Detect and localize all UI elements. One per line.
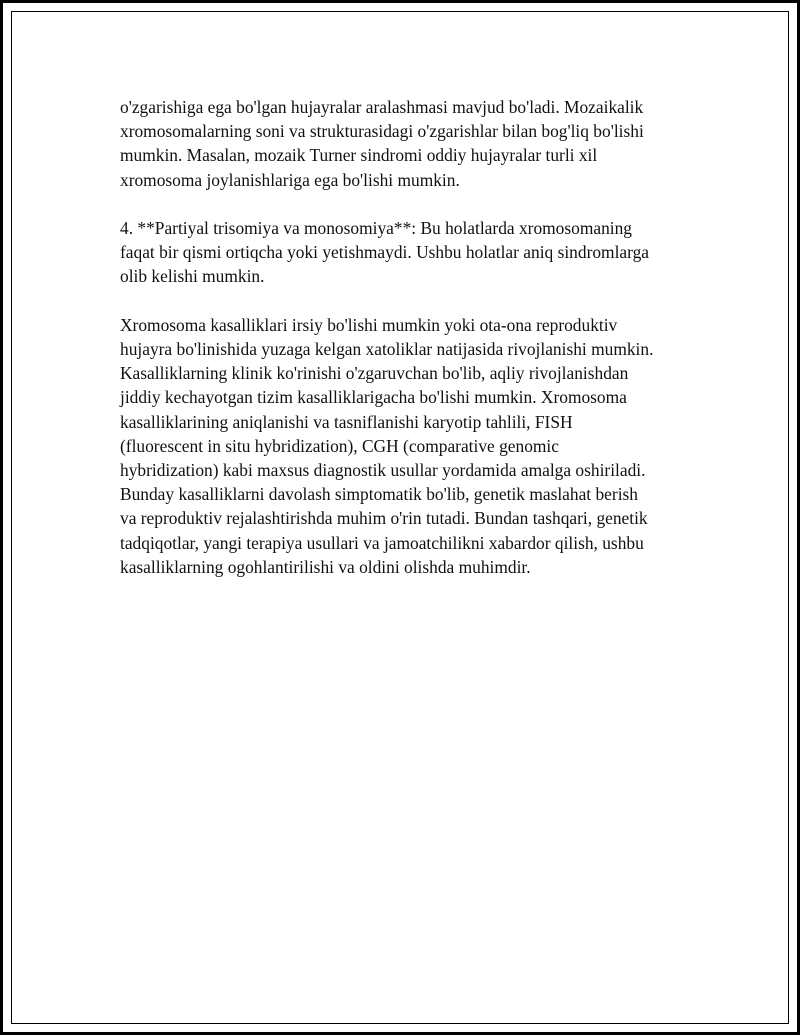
text-line: Xromosoma kasalliklari irsiy bo'lishi mumkin yoki ota-ona reproduktiv (120, 314, 618, 335)
text-line: va reproduktiv rejalashtirishda muhim o'rin tutadi. Bundan tashqari, genetik (120, 508, 648, 529)
text-line: mumkin. Masalan, mozaik Turner sindromi oddiy hujayralar turli xil (120, 145, 598, 166)
document-body (120, 95, 695, 603)
text-line: xromosoma joylanishlariga ega bo'lishi mumkin. (120, 169, 460, 190)
text-line: hybridization) kabi maxsus diagnostik usullar yordamida amalga oshiriladi. (120, 460, 646, 481)
text-line: kasalliklarining aniqlanishi va tasniflanishi karyotip tahlili, FISH (120, 411, 573, 432)
text-line: kasalliklarning ogohlantirilishi va oldini olishda muhimdir. (120, 556, 531, 577)
text-line: xromosomalarning soni va strukturasidagi o'zgarishlar bilan bog'liq bo'lishi (120, 121, 644, 142)
text-line: 4. **Partiyal trisomiya va monosomiya**: Bu holatlarda xromosomaning (120, 218, 632, 238)
text-line: Bunday kasalliklarni davolash simptomatik bo'lib, genetik maslahat berish (120, 484, 638, 505)
text-line: (fluorescent in situ hybridization), CGH (comparative genomic (120, 435, 559, 456)
text-line: olib kelishi mumkin. (120, 266, 265, 287)
text-line: tadqiqotlar, yangi terapiya usullari va jamoatchilikni xabardor qilish, ushbu (120, 532, 644, 553)
paragraph-mosaicism (120, 95, 695, 192)
text-line: o'zgarishiga ega bo'lgan hujayralar aralashmasi mavjud bo'ladi. Mozaikalik (120, 97, 644, 117)
text-line: hujayra bo'linishida yuzaga kelgan xatoliklar natijasida rivojlanishi mumkin. (120, 339, 654, 359)
paragraph-partial-trisomy (120, 216, 695, 289)
text-line: Kasalliklarning klinik ko'rinishi o'zgaruvchan bo'lib, aqliy rivojlanishdan (120, 363, 629, 384)
text-line: jiddiy kechayotgan tizim kasalliklarigacha bo'lishi mumkin. Xromosoma (120, 387, 627, 408)
text-line: faqat bir qismi ortiqcha yoki yetishmaydi. Ushbu holatlar aniq sindromlarga (120, 242, 650, 263)
paragraph-chromosome-diseases (120, 313, 695, 579)
